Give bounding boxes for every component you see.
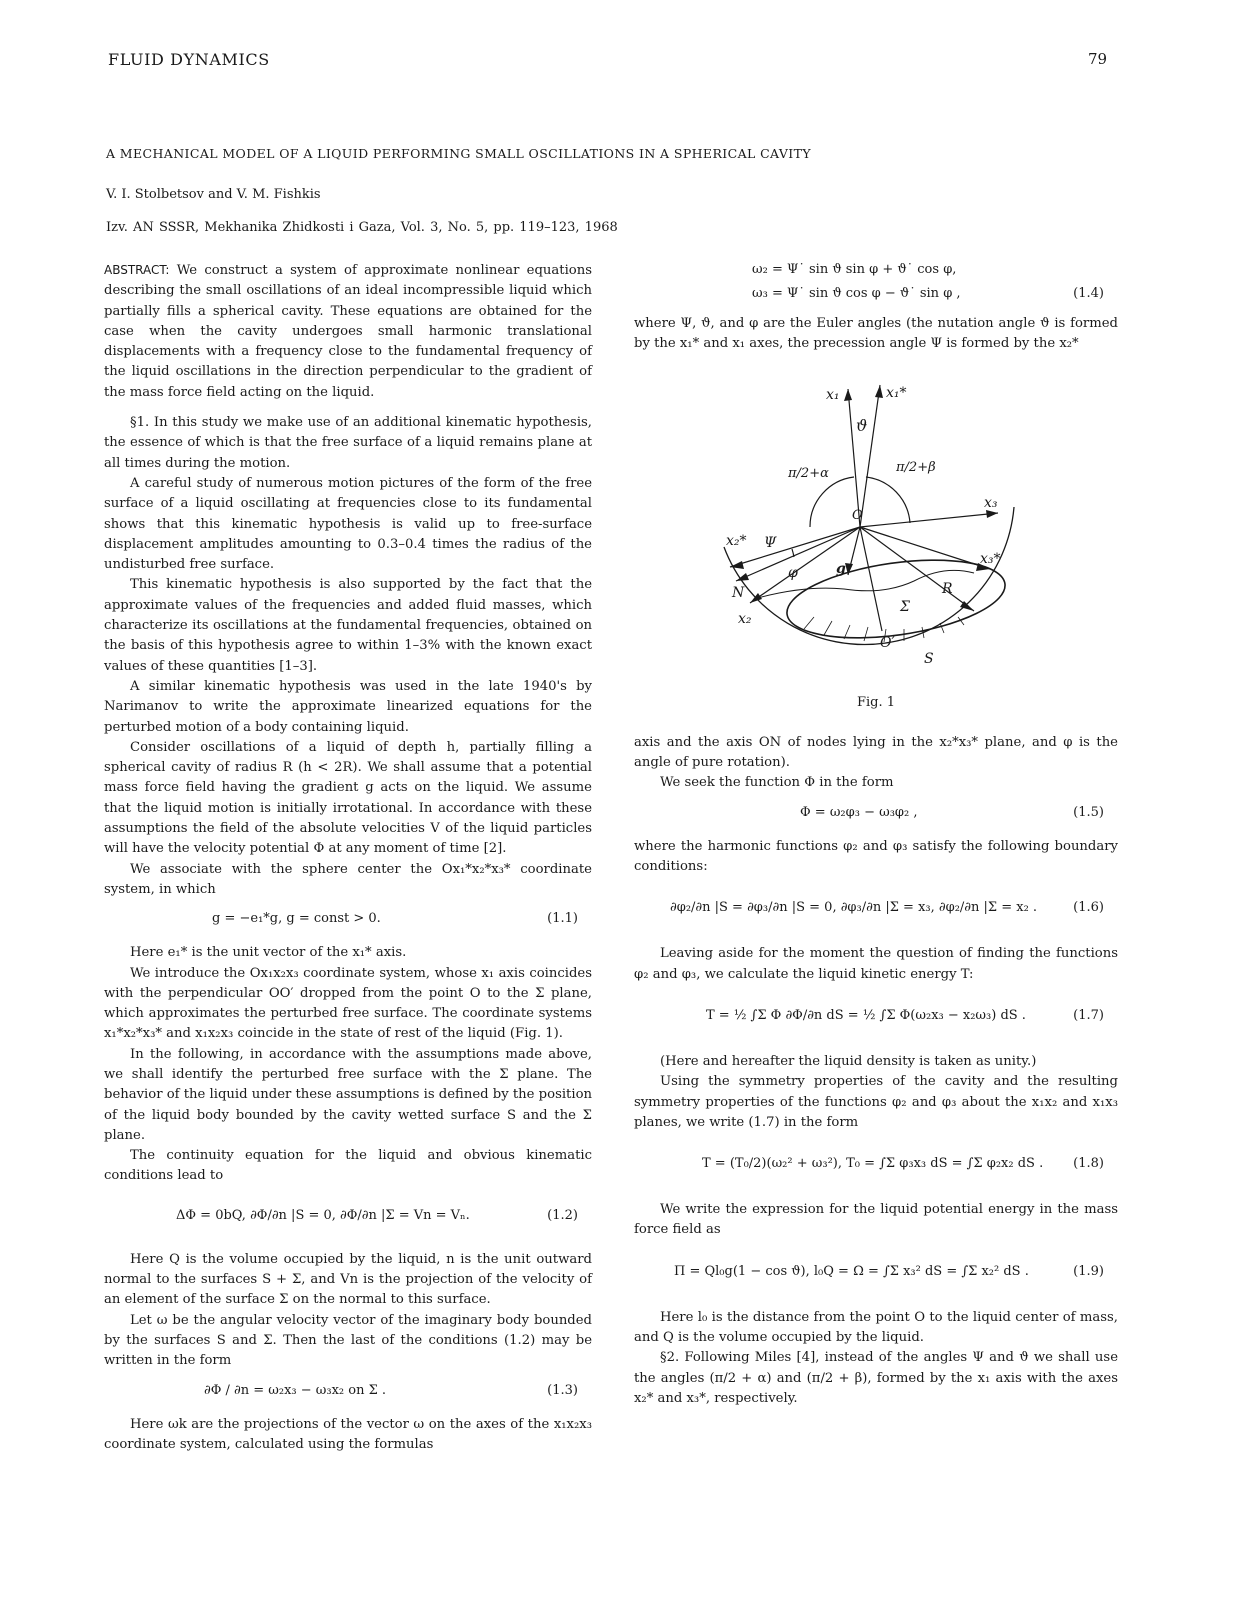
label-sigma: Σ xyxy=(900,598,910,615)
sphere-arc xyxy=(724,507,1014,645)
paragraph: where Ψ, ϑ, and φ are the Euler angles (the nutation angle ϑ is formed by the x₁* and x₁ axes, the precession angle Ψ is formed by the x₂* xyxy=(634,316,1118,352)
alpha-arc xyxy=(810,477,854,527)
x3-star-axis xyxy=(860,527,990,569)
x3-axis xyxy=(860,513,998,527)
equation-body: ω₂ = Ψ˙ sin ϑ sin φ + ϑ˙ cos φ, xyxy=(752,262,957,277)
abstract-label: ABSTRACT: xyxy=(104,263,170,277)
article-citation: Izv. AN SSSR, Mekhanika Zhidkosti i Gaza, Vol. 3, No. 5, pp. 119–123, 1968 xyxy=(106,220,618,235)
paragraph: Consider oscillations of a liquid of depth h, partially filling a spherical cavity of radius R (h < 2R). We shall assume that a potential mass force field having the gradient g acts on the liquid. We assume that the liquid motion is initially irrotational. In accordance with these assumptions the field of the absolute velocities V of the liquid particles will have the velocity potential Φ at any moment of time [2]. xyxy=(104,739,592,857)
equation-body: Φ = ω₂φ₃ − ω₃φ₂ , xyxy=(800,804,918,820)
equation-1-8 xyxy=(634,1142,1118,1188)
label-x3-star: x₃* xyxy=(980,550,1001,567)
paragraph: In the following, in accordance with the assumptions made above, we shall identify the perturbed free surface with the Σ plane. The behavior of the liquid under these assumptions is defined by the position of the liquid body bounded by the cavity wetted surface S and the Σ plane. xyxy=(104,1046,592,1143)
equation-1-9 xyxy=(634,1250,1118,1296)
label-O-prime: O′ xyxy=(880,634,895,651)
paragraph: A careful study of numerous motion pictures of the form of the free surface of a liquid oscillating at frequencies close to its fundamental shows that this kinematic hypothesis is valid up to free-surface displacement amplitudes amounting to 0.3–0.4 times the radius of the undisturbed free surface. xyxy=(104,475,592,573)
equation-body: T = ½ ∫Σ Φ ∂Φ/∂n dS = ½ ∫Σ Φ(ω₂x₃ − x₂ω₃) dS . xyxy=(706,1007,1026,1023)
paragraph: Here l₀ is the distance from the point O to the liquid center of mass, and Q is the volume occupied by the liquid. xyxy=(634,1309,1118,1346)
equation-body: Π = Ql₀g(1 − cos ϑ), l₀Q = Ω = ∫Σ x₃² dS = ∫Σ x₂² dS . xyxy=(674,1263,1029,1279)
x1-axis xyxy=(848,389,860,527)
equation-number: (1.8) xyxy=(1073,1156,1104,1172)
paragraph: Here ωk are the projections of the vector ω on the axes of the x₁x₂x₃ coordinate system, calculated using the formulas xyxy=(104,1416,592,1452)
paragraph: Let ω be the angular velocity vector of the imaginary body bounded by the surfaces S and Σ. Then the last of the conditions (1.2) may be written in the form xyxy=(104,1312,592,1369)
equation-number: (1.3) xyxy=(547,1382,578,1398)
label-x1-star: x₁* xyxy=(886,384,907,401)
equation-1-2 xyxy=(104,1196,592,1238)
right-column xyxy=(634,260,1118,1409)
paragraph: where the harmonic functions φ₂ and φ₃ satisfy the following boundary conditions: xyxy=(634,838,1118,875)
paragraph: Leaving aside for the moment the question of finding the functions φ₂ and φ₃, we calculate the liquid kinetic energy T: xyxy=(634,946,1118,982)
equation-number: (1.2) xyxy=(547,1207,578,1223)
equation-body: g = −e₁*g, g = const > 0. xyxy=(212,911,381,927)
x1-star-arrowhead xyxy=(875,385,883,398)
paragraph: (Here and hereafter the liquid density is taken as unity.) xyxy=(660,1053,1037,1069)
equation-body: ∂φ₂/∂n |S = ∂φ₃/∂n |S = 0, ∂φ₃/∂n |Σ = x₃, ∂φ₂/∂n |Σ = x₂ . xyxy=(670,900,1038,916)
equation-number: (1.7) xyxy=(1073,1007,1104,1023)
equation-1-7 xyxy=(634,994,1118,1040)
paragraph: §1. In this study we make use of an additional kinematic hypothesis, the essence of which is that the free surface of a liquid remains plane at all times during the motion. xyxy=(104,415,592,471)
paragraph: A similar kinematic hypothesis was used in the late 1940's by Narimanov to write the approximate linearized equations for the perturbed motion of a body containing liquid. xyxy=(104,678,592,735)
equation-body: ω₃ = Ψ˙ sin ϑ cos φ − ϑ˙ sin φ , xyxy=(752,286,961,301)
figure-caption: Fig. 1 xyxy=(856,694,896,710)
paragraph: Using the symmetry properties of the cavity and the resulting symmetry properties of the functions φ₂ and φ₃ about the x₁x₂ and x₁x₃ planes, we write (1.7) in the form xyxy=(634,1074,1118,1130)
paragraph: axis and the axis ON of nodes lying in the x₂*x₃* plane, and φ is the angle of pure rotation). xyxy=(634,734,1118,771)
equation-1-1 xyxy=(104,909,592,931)
x1-arrowhead xyxy=(844,389,852,401)
paragraph: We write the expression for the liquid potential energy in the mass force field as xyxy=(634,1202,1118,1238)
figure-1-diagram xyxy=(634,367,1118,687)
sigma-plane xyxy=(754,570,974,599)
label-psi: Ψ xyxy=(764,534,777,551)
label-theta: ϑ xyxy=(856,415,868,435)
label-g: g xyxy=(836,560,846,577)
abstract xyxy=(104,260,592,403)
label-pi-beta: π/2+β xyxy=(896,459,936,475)
label-R: R xyxy=(942,580,953,597)
paragraph: We seek the function Φ in the form xyxy=(660,775,894,791)
running-head: FLUID DYNAMICS xyxy=(108,50,270,69)
x3-arrowhead xyxy=(986,510,998,518)
label-S: S xyxy=(924,650,934,667)
equation-1-3 xyxy=(104,1381,592,1403)
left-column xyxy=(104,260,592,1455)
paragraph: §2. Following Miles [4], instead of the angles Ψ and ϑ we shall use the angles (π/2 + α) and (π/2 + β), formed by the x₁ axis with the axes x₂* and x₃*, respectively. xyxy=(634,1350,1118,1406)
equation-number: (1.5) xyxy=(1073,804,1104,820)
equation-body: T = (T₀/2)(ω₂² + ω₃²), T₀ = ∫Σ φ₃x₃ dS = ∫Σ φ₂x₂ dS . xyxy=(702,1156,1044,1172)
equation-1-5 xyxy=(634,803,1118,825)
label-pi-alpha: π/2+α xyxy=(788,465,829,481)
page-number: 79 xyxy=(1088,50,1108,68)
label-N: N xyxy=(732,584,745,601)
x1-star-axis xyxy=(860,385,880,527)
abstract-text: We construct a system of approximate nonlinear equations describing the small oscillations of an ideal incompressible liquid which partially fills a spherical cavity. These equations are obtained for the case when the cavity undergoes small harmonic translational displacements with a frequency close to the fundamental frequency of the liquid oscillations in the direction perpendicular to the gradient of the mass force field acting on the liquid. xyxy=(104,263,592,400)
equation-1-4b xyxy=(634,284,1118,306)
equation-1-4a xyxy=(634,260,1118,282)
equation-number: (1.9) xyxy=(1073,1263,1104,1279)
paragraph: This kinematic hypothesis is also supported by the fact that the approximate values of the frequencies and added fluid masses, which characterize its oscillations at the fundamental frequencies, obtained on the basis of this hypothesis agree to within 1–3% with the known exact values of these quantities [1–3]. xyxy=(104,577,592,674)
equation-body: ΔΦ = 0bQ, ∂Φ/∂n |S = 0, ∂Φ/∂n |Σ = Vn = Vₙ. xyxy=(176,1207,470,1223)
label-O: O xyxy=(852,507,863,523)
label-phi: φ xyxy=(788,564,798,581)
perpendicular-line xyxy=(860,527,882,631)
figure-1 xyxy=(634,367,1118,687)
article-authors: V. I. Stolbetsov and V. M. Fishkis xyxy=(106,187,321,202)
equation-number: (1.6) xyxy=(1073,900,1104,916)
equation-body: ∂Φ / ∂n = ω₂x₃ − ω₃x₂ on Σ . xyxy=(204,1382,387,1398)
paragraph: Here Q is the volume occupied by the liquid, n is the unit outward normal to the surfaces S + Σ, and Vn is the projection of the velocity of an element of the surface Σ on the normal to this surface. xyxy=(104,1251,592,1308)
paragraph: Here e₁* is the unit vector of the x₁* axis. xyxy=(130,945,407,961)
article-title: A MECHANICAL MODEL OF A LIQUID PERFORMING SMALL OSCILLATIONS IN A SPHERICAL CAVITY xyxy=(106,146,811,161)
label-x2-star: x₂* xyxy=(726,532,747,549)
paragraph: The continuity equation for the liquid and obvious kinematic conditions lead to xyxy=(104,1148,592,1184)
label-x2: x₂ xyxy=(738,610,752,627)
radius-line xyxy=(860,527,974,611)
equation-number: (1.4) xyxy=(1073,286,1104,301)
equation-1-6 xyxy=(634,886,1118,932)
equation-number: (1.1) xyxy=(547,911,578,927)
paragraph: We associate with the sphere center the Ox₁*x₂*x₃* coordinate system, in which xyxy=(104,861,592,897)
label-x1: x₁ xyxy=(826,386,840,403)
label-x3: x₃ xyxy=(984,494,998,511)
free-surface-ellipse xyxy=(782,548,1010,650)
beta-arc xyxy=(866,477,910,523)
paragraph: We introduce the Ox₁x₂x₃ coordinate system, whose x₁ axis coincides with the perpendicular OO′ dropped from the point O to the Σ plane, which approximates the perturbed free surface. The coordinate systems x₁*x₂*x₃* and x₁x₂x₃ coincide in the state of rest of the liquid (Fig. 1). xyxy=(104,965,592,1042)
